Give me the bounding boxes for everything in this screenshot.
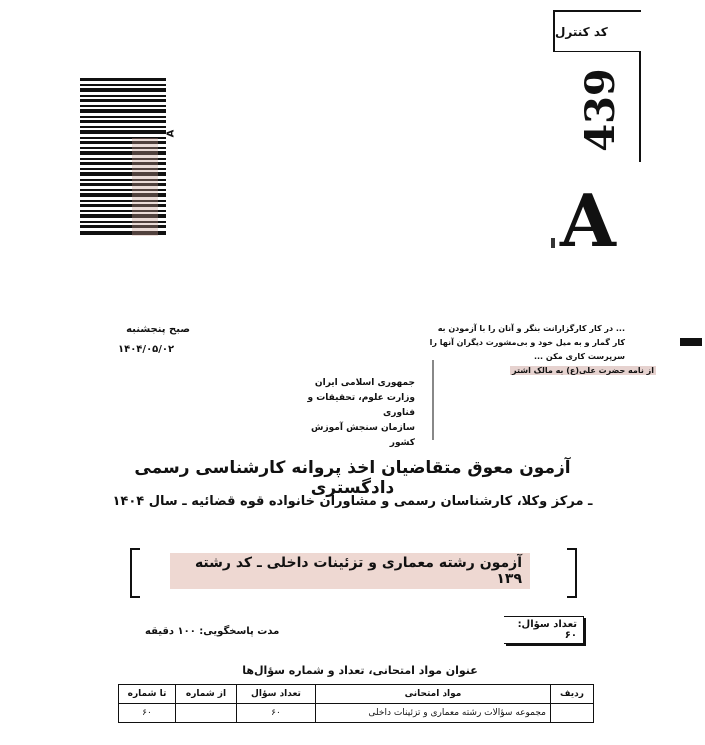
header-count: تعداد سؤال	[237, 685, 316, 704]
session-day: صبح پنجشنبه	[126, 324, 190, 335]
header-subject: مواد امتحانی	[316, 685, 551, 704]
control-code-label: کد کنترل	[553, 10, 641, 52]
header-row-no: ردیف	[551, 685, 594, 704]
cell-subject: مجموعه سؤالات رشته معماری و تزئینات داخلی	[316, 704, 551, 723]
divider	[432, 360, 434, 440]
bracket-left	[130, 548, 140, 598]
org-line: سازمان سنجش آموزش کشور	[311, 423, 415, 448]
cell-from	[176, 704, 237, 723]
header-to: تا شماره	[119, 685, 176, 704]
field-title-box	[170, 556, 530, 586]
session-date: ۱۴۰۴/۰۵/۰۲	[118, 344, 175, 355]
barcode-letter: A	[165, 129, 177, 138]
exam-title: آزمون معوق متقاضیان اخذ پروانه کارشناسی رسمی دادگستری	[134, 458, 571, 498]
org-line: وزارت علوم، تحقیقات و فناوری	[307, 393, 415, 418]
cell-row-no	[551, 704, 594, 723]
table-header-row	[119, 685, 594, 704]
section-title: عنوان مواد امتحانی، تعداد و شماره سؤال‌ها	[242, 664, 478, 677]
org-line: جمهوری اسلامی ایران	[314, 378, 415, 388]
header-from: از شماره	[176, 685, 237, 704]
cell-to: ۶۰	[119, 704, 176, 723]
quote-text: ... در کار کارگزارانت بنگر و آنان را با آزمودن به کار گمار و به میل خود و بی‌مشورت دیگران آنها را سرپرست کاری مکن ...	[429, 324, 625, 361]
bracket-right	[567, 548, 577, 598]
cell-count: ۶۰	[237, 704, 316, 723]
barcode	[80, 78, 166, 236]
table-row	[119, 704, 594, 723]
duration: مدت پاسخگویی: ۱۰۰ دقیقه	[145, 626, 280, 637]
subjects-table	[118, 684, 594, 723]
control-code-number: 439	[576, 68, 624, 152]
organization-block	[300, 376, 415, 451]
booklet-type: A	[560, 178, 616, 263]
exam-subtitle: ـ مرکز وکلا، کارشناسان رسمی و مشاوران خانواده قوه قضائیه ـ سال ۱۴۰۴	[112, 494, 593, 509]
quote-source: از نامه حضرت علی(ع) به مالک اشتر	[512, 366, 654, 375]
field-title: آزمون رشته معماری و تزئینات داخلی ـ کد رشته ۱۳۹	[170, 553, 530, 589]
question-count: تعداد سؤال: ۶۰	[504, 616, 584, 644]
registration-mark	[680, 338, 702, 346]
mark	[551, 238, 555, 248]
